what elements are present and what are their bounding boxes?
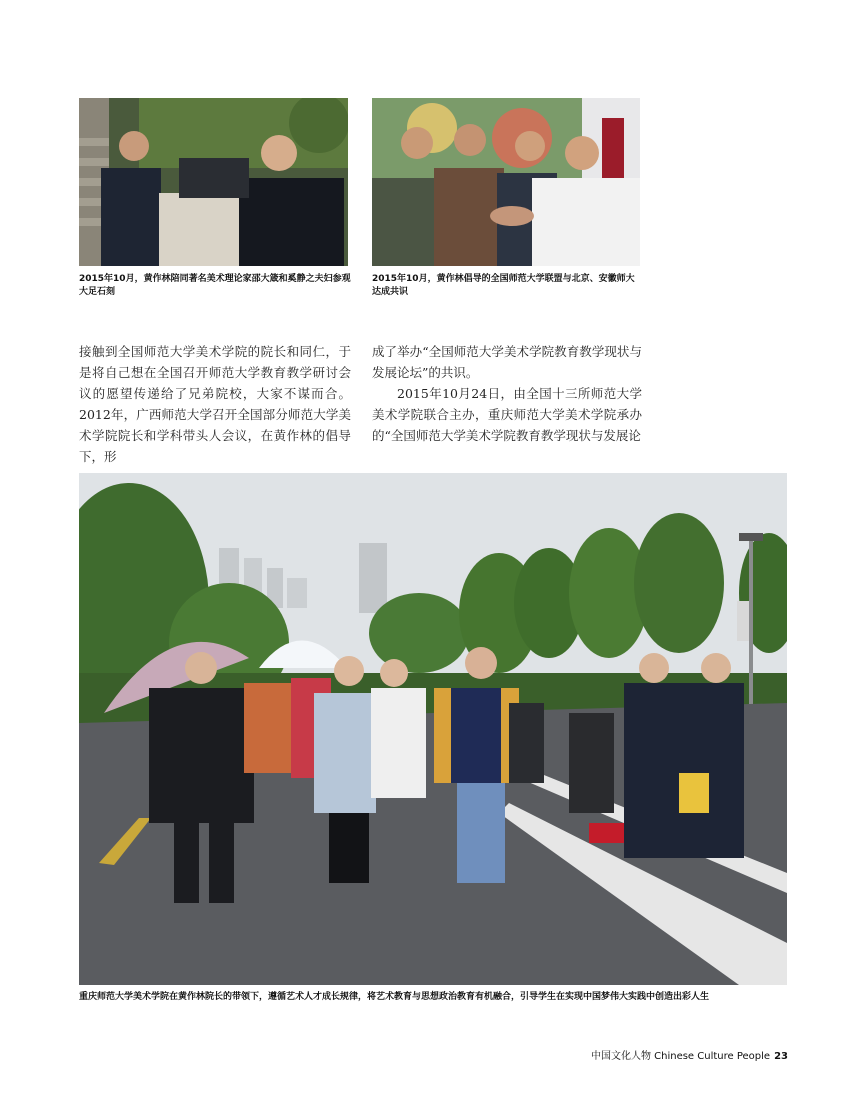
paragraph: 成了举办“全国师范大学美术学院教育教学现状与发展论坛”的共识。	[372, 344, 642, 380]
photo-alliance-handshake	[372, 98, 640, 266]
publication-name: 中国文化人物 Chinese Culture People	[590, 1051, 771, 1062]
paragraph: 接触到全国师范大学美术学院的院长和同仁，于是将自己想在全国召开师范大学教育教学研讨会议的愿望传递给了兄弟院校，大家不谋而合。2012年，广西师范大学召开全国部分师范大学美术学院院长和学科带头人会议，在黄作林的倡导下，形	[79, 344, 351, 464]
caption-top-right: 2015年10月，黄作林倡导的全国师范大学联盟与北京、安徽师大达成共识	[372, 274, 635, 297]
body-column-right	[372, 341, 642, 446]
page-footer	[591, 1047, 788, 1062]
photo-students-walking	[79, 473, 787, 985]
caption-top-left: 2015年10月，黄作林陪同著名美术理论家邵大箴和奚静之夫妇参观大足石刻	[79, 274, 351, 297]
body-column-left	[79, 341, 351, 467]
paragraph: 2015年10月24日，由全国十三所师范大学美术学院联合主办，重庆师范大学美术学院承办的“全国师范大学美术学院教育教学现状与发展论	[372, 386, 642, 443]
photo-stone-carving-visit	[79, 98, 348, 266]
page-number: 23	[774, 1051, 788, 1062]
caption-bottom: 重庆师范大学美术学院在黄作林院长的带领下，遵循艺术人才成长规律，将艺术教育与思想政治教育有机融合，引导学生在实现中国梦伟大实践中创造出彩人生	[79, 992, 710, 1002]
